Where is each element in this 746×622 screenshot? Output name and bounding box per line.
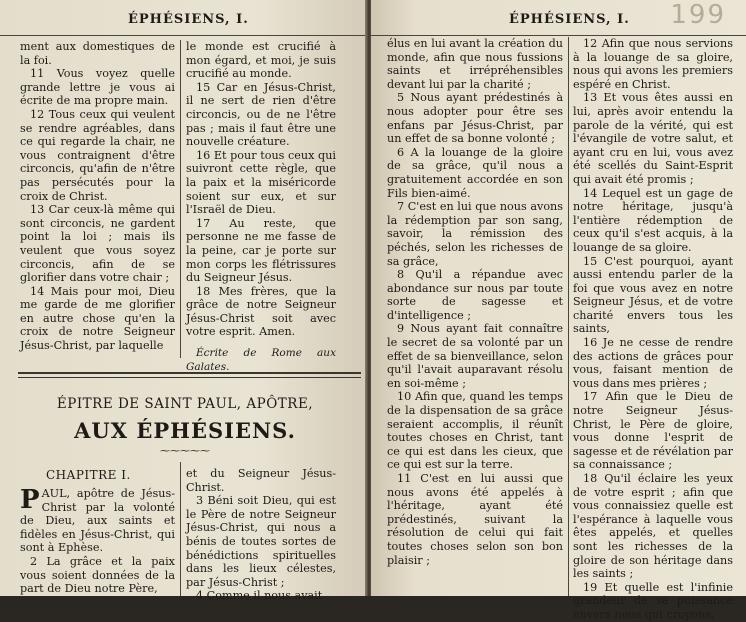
section-double-rule bbox=[18, 372, 361, 378]
ornament: ⁓⁓⁓⁓⁓ bbox=[160, 446, 210, 457]
verse: 17 Au reste, que personne ne me fasse de la peine, car je porte sur mon corps les flétrissures du Seigneur Jésus. bbox=[186, 216, 336, 285]
verse: 17 Afin que le Dieu de notre Seigneur Jésus-Christ, le Père de gloire, vous donne l'esprit de sagesse et de révélation par sa connaissance ; bbox=[573, 390, 733, 472]
verse: 11 C'est en lui aussi que nous avons été appelés à l'héritage, ayant été prédestinés, suivant la résolution de celui qui fait toutes choses selon son bon plaisir ; bbox=[387, 472, 563, 567]
running-head-left: ÉPHÉSIENS, I. bbox=[128, 12, 249, 27]
verse: 19 Et quelle est l'infinie grandeur de sa puissance envers nous qui croyons, bbox=[573, 580, 733, 621]
column-rule bbox=[180, 40, 181, 358]
book-title: AUX ÉPHÉSIENS. bbox=[74, 418, 296, 443]
verse: 2 La grâce et la paix vous soient données de la part de Dieu notre Père, bbox=[20, 554, 175, 596]
verse: 11 Vous voyez quelle grande lettre je vous ai écrite de ma propre main. bbox=[20, 67, 175, 108]
verse: 12 Tous ceux qui veulent se rendre agréables, dans ce qui regarde la chair, ne vous contraignent d'être circoncis, qu'afin de n'être pas persécutés pour la croix de Christ. bbox=[20, 107, 175, 203]
verse: 16 Et pour tous ceux qui suivront cette règle, que la paix et la miséricorde soient sur eux, et sur l'Israël de Dieu. bbox=[186, 148, 336, 217]
verse: 3 Béni soit Dieu, qui est le Père de notre Seigneur Jésus-Christ, qui nous a bénis de toutes sortes de bénédictions spirituelles dans les lieux célestes, par Jésus-Christ ; bbox=[186, 494, 336, 589]
first-verse bbox=[20, 487, 175, 555]
verse: 12 Afin que nous servions à la louange de sa gloire, nous qui avons les premiers espéré en Christ. bbox=[573, 37, 733, 91]
epistle-heading: ÉPITRE DE SAINT PAUL, APÔTRE, bbox=[56, 396, 314, 412]
verse: 15 Car en Jésus-Christ, il ne sert de rien d'être circoncis, ou de ne l'être pas ; mais il faut être une nouvelle créature. bbox=[186, 80, 336, 149]
verse-text: AUL, apôtre de Jésus-Christ par la volonté de Dieu, aux saints et fidèles en Jésus-Christ, qui sont à Ephèse. bbox=[20, 487, 175, 555]
verse: 6 A la louange de la gloire de sa grâce, qu'il nous a gratuitement accordée en son Fils bien-aimé. bbox=[387, 145, 563, 200]
verse: 18 Qu'il éclaire les yeux de votre esprit ; afin que vous connaissiez quelle est l'espérance à laquelle vous êtes appelés, et quelles sont les richesses de la gloire de son héritage dans les saints ; bbox=[573, 472, 733, 581]
verse: 10 Afin que, quand les temps de la dispensation de sa grâce seraient accomplis, il réunît toutes choses en Christ, tant ce qui est dans les cieux, que ce qui est sur la terre. bbox=[387, 390, 563, 472]
signature-line: Écrite de Rome aux Galates. bbox=[186, 347, 336, 373]
column-rule bbox=[180, 462, 181, 596]
verse: 18 Mes frères, que la grâce de notre Seigneur Jésus-Christ soit avec votre esprit. Amen. bbox=[186, 284, 336, 339]
header-rule-left bbox=[0, 35, 367, 36]
chapter-col-1 bbox=[20, 487, 175, 596]
right-col-1 bbox=[387, 37, 563, 567]
paragraph: et du Seigneur Jésus-Christ. bbox=[186, 467, 336, 494]
chapter-col-2 bbox=[186, 467, 336, 603]
paragraph: élus en lui avant la création du monde, afin que nous fussions saints et irrépréhensibles devant lui par la charité ; bbox=[387, 37, 563, 91]
left-page bbox=[0, 0, 367, 603]
right-page bbox=[371, 0, 746, 621]
verse: 5 Nous ayant prédestinés à nous adopter pour être ses enfans par Jésus-Christ, par un effet de sa bonne volonté ; bbox=[387, 91, 563, 146]
drop-cap: P bbox=[20, 485, 40, 515]
verse: 9 Nous ayant fait connaître le secret de sa volonté par un effet de sa bienveillance, selon qu'il l'avait auparavant résolu en soi-même ; bbox=[387, 322, 563, 390]
verse: 16 Je ne cesse de rendre des actions de grâces pour vous, faisant mention de vous dans mes prières ; bbox=[573, 336, 733, 390]
paragraph: le monde est crucifié à mon égard, et moi, je suis crucifié au monde. bbox=[186, 40, 336, 81]
chapter-heading: CHAPITRE I. bbox=[46, 468, 131, 482]
verse: 7 C'est en lui que nous avons la rédemption par son sang, savoir, la rémission des péchés, selon les richesses de sa grâce, bbox=[387, 200, 563, 268]
verse: 8 Qu'il a répandue avec abondance sur nous par toute sorte de sagesse et d'intelligence ; bbox=[387, 268, 563, 322]
column-rule bbox=[568, 37, 569, 596]
header-rule-right bbox=[371, 35, 746, 36]
verse: 14 Lequel est un gage de notre héritage, jusqu'à l'entière rédemption de ceux qu'il s'est acquis, à la louange de sa gloire. bbox=[573, 186, 733, 254]
verse: 13 Car ceux-là même qui sont circoncis, ne gardent point la loi ; mais ils veulent que vous soyez circoncis, afin de se glorifier dans votre chair ; bbox=[20, 203, 175, 285]
running-head-right: ÉPHÉSIENS, I. bbox=[509, 12, 630, 27]
verse: 14 Mais pour moi, Dieu me garde de me glorifier en autre chose qu'en la croix de notre Seigneur Jésus-Christ, par laquelle bbox=[20, 284, 175, 353]
verse: 4 Comme il nous avait bbox=[196, 589, 323, 603]
right-col-2 bbox=[573, 37, 733, 622]
left-col-2 bbox=[186, 40, 336, 374]
paragraph: ment aux domestiques de la foi. bbox=[20, 40, 175, 67]
verse: 15 C'est pourquoi, ayant aussi entendu parler de la foi que vous avez en notre Seigneur Jésus, et de votre charité envers tous les saints, bbox=[573, 254, 733, 336]
verse: 13 Et vous êtes aussi en lui, après avoir entendu la parole de la vérité, qui est l'évangile de votre salut, et ayant cru en lui, vous avez été scellés du Saint-Esprit qui avait été promis ; bbox=[573, 91, 733, 186]
left-col-1 bbox=[20, 40, 175, 353]
handwritten-page-number: 199 bbox=[670, 0, 726, 30]
